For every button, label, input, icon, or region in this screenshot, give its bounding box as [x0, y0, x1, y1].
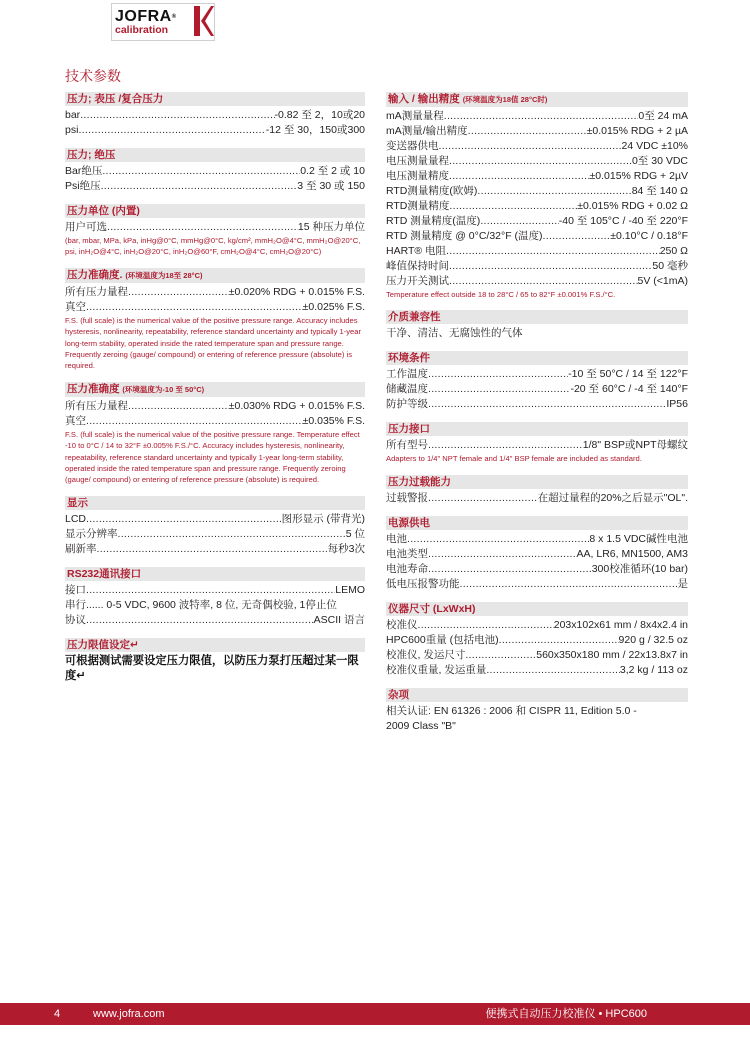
- pressure-port-section: [386, 422, 688, 464]
- spec-row: 低电压报警功能 ..... 是: [386, 577, 688, 592]
- section-heading: 压力; 表压 /复合压力: [65, 92, 365, 106]
- section-heading: RS232通讯接口: [65, 567, 365, 581]
- pressure-limit-section: [65, 638, 365, 684]
- product-name: 便携式自动压力校准仪 • HPC600: [485, 1008, 647, 1020]
- section-heading: 杂项: [386, 688, 688, 702]
- section-heading: 压力过载能力: [386, 475, 688, 489]
- spec-row: 串行...... 0-5 VDC, 9600 波特率, 8 位, 无奇偶校验, 1停止位: [65, 598, 337, 611]
- spec-row: HPC600重量 (包括电池) ..... 920 g / 32.5 oz: [386, 633, 688, 648]
- pressure-units-section: [65, 204, 365, 258]
- left-column: [65, 92, 365, 694]
- spec-row: 校准仪重量, 发运重量 ..... 3,2 kg / 113 oz: [386, 663, 688, 678]
- accuracy-note: F.S. (full scale) is the numerical value of the positive pressure range. Accuracy includes hysteresis, nonlinearity, repeatability, reference standard uncertainty and typically 1-year long-term stability, operated inside the rated temperature span and pressure range. Frequently zeroing (gauge/ compound) or entering of reference pressure (absolute) is required.: [65, 315, 362, 371]
- spec-row: 显示分辨率 ..... 5 位: [65, 527, 365, 542]
- certification-text: 相关认证: EN 61326 : 2006 和 CISPR 11, Edition 5.0 -: [386, 704, 637, 717]
- section-heading: 环境条件: [386, 351, 688, 365]
- spec-row: 刷新率 ..... 每秒3次: [65, 542, 365, 557]
- spec-row: Psi绝压 ..... 3 至 30 或 150: [65, 179, 365, 194]
- section-heading: 压力接口: [386, 422, 688, 436]
- website-url: www.jofra.com: [93, 1008, 165, 1020]
- spec-row: mA测量/输出精度 ..... ±0.015% RDG + 2 µA: [386, 124, 688, 139]
- spec-row: RTD测量精度 ..... ±0.015% RDG + 0.02 Ω: [386, 199, 688, 214]
- spec-row: 电池寿命 ..... 300校准循环(10 bar): [386, 562, 688, 577]
- spec-row: 校准仪 ..... 203x102x61 mm / 8x4x2.4 in: [386, 618, 688, 633]
- section-heading: 压力单位 (内置): [65, 204, 365, 218]
- accuracy-section-2: [65, 382, 365, 486]
- spec-row: 所有型号 ..... 1/8" BSP或NPT母螺纹: [386, 438, 688, 453]
- spec-row: LCD ..... 图形显示 (带背光): [65, 512, 365, 527]
- environment-section: [386, 351, 688, 412]
- spec-row: 电压测量精度 ..... ±0.015% RDG + 2µV: [386, 169, 688, 184]
- page-title: 技术参数: [65, 69, 121, 85]
- spec-row: Bar绝压 ..... 0.2 至 2 或 10: [65, 164, 365, 179]
- spec-row: 电池 ..... 8 x 1.5 VDC碱性电池: [386, 532, 688, 547]
- spec-row: 电压测量量程 ..... 0至 30 VDC: [386, 154, 688, 169]
- spec-row: 真空 ..... ±0.025% F.S.: [65, 300, 365, 315]
- page-number: 4: [54, 1008, 61, 1020]
- accuracy-section-1: [65, 268, 365, 372]
- section-heading: 电源供电: [386, 516, 688, 530]
- spec-row: 储藏温度 ..... -20 至 60°C / -4 至 140°F: [386, 382, 688, 397]
- spec-row: 用户可选 ..... 15 种压力单位: [65, 220, 365, 235]
- absolute-pressure-section: [65, 148, 365, 194]
- spec-row: psi ..... -12 至 30，150或300: [65, 123, 365, 138]
- spec-row: HART® 电阻 ..... 250 Ω: [386, 244, 688, 259]
- adapter-note: Adapters to 1/4" NPT female and 1/4" BSP female are included as standard.: [386, 454, 642, 464]
- spec-row: 防护等级 ..... IP56: [386, 397, 688, 412]
- spec-row: 协议 ..... ASCII 语言: [65, 613, 365, 628]
- logo-brand: JOFRA®: [115, 7, 177, 25]
- pressure-range-section: [65, 92, 365, 138]
- spec-row: 峰值保持时间 ..... 50 毫秒: [386, 259, 688, 274]
- right-column: [386, 92, 688, 744]
- spec-row: mA测量量程 ..... 0至 24 mA: [386, 109, 688, 124]
- spec-row: 工作温度 ..... -10 至 50°C / 14 至 122°F: [386, 367, 688, 382]
- spec-row: 过载警报 ..... 在超过量程的20%之后显示"OL".: [386, 491, 688, 506]
- spec-row: 压力开关测试 ..... 5V (<1mA): [386, 274, 688, 289]
- spec-row: RTD 测量精度(温度) ..... -40 至 105°C / -40 至 220°F: [386, 214, 688, 229]
- jofra-logo: [111, 3, 215, 41]
- section-heading: 显示: [65, 496, 365, 510]
- display-section: [65, 496, 365, 557]
- logo-subtitle: calibration: [115, 23, 169, 36]
- section-heading: 压力; 绝压: [65, 148, 365, 162]
- spec-row: RTD 测量精度 @ 0°C/32°F (温度) ..... ±0.10°C / 0.18°F: [386, 229, 688, 244]
- temperature-effect-note: Temperature effect outside 18 to 28°C / 65 to 82°F ±0.001% F.S./°C.: [386, 290, 616, 299]
- media-section: [386, 310, 688, 341]
- section-heading: 仪器尺寸 (LxWxH): [386, 602, 688, 616]
- section-heading: 输入 / 输出精度 (环境温度为18值 28°C时): [386, 92, 688, 107]
- spec-row: 所有压力量程 ..... ±0.030% RDG + 0.015% F.S.: [65, 399, 365, 414]
- overload-section: [386, 475, 688, 506]
- spec-row: 所有压力量程 ..... ±0.020% RDG + 0.015% F.S.: [65, 285, 365, 300]
- section-heading: 压力准确度. (环境温度为18至 28°C): [65, 268, 365, 283]
- power-section: [386, 516, 688, 592]
- footer-bar: [0, 1003, 750, 1025]
- section-heading: 压力限值设定↵: [65, 638, 365, 652]
- misc-section: [386, 688, 688, 734]
- io-accuracy-section: [386, 92, 688, 300]
- spec-row: 接口 ..... LEMO: [65, 583, 365, 598]
- units-list-note: (bar, mbar, MPa, kPa, inHg@0°C, mmHg@0°C, kg/cm², mmH₂O@4°C, mmH₂O@20°C, psi, inH₂O@4°C, inH₂O@20°C, inH₂O@60°F, cmH₂O@4°C, cmH₂O@20°C): [65, 236, 361, 257]
- logo-chevron-icon: [192, 4, 214, 38]
- pressure-limit-text: 可根据测试需要设定压力限值，以防压力泵打压超过某一限度↵: [65, 654, 359, 682]
- spec-row: bar ..... -0.82 至 2，10或20: [65, 108, 365, 123]
- spec-row: 电池类型 ..... AA, LR6, MN1500, AM3: [386, 547, 688, 562]
- spec-row: 真空 ..... ±0.035% F.S.: [65, 414, 365, 429]
- dimensions-section: [386, 602, 688, 678]
- spec-row: 变送器供电 ..... 24 VDC ±10%: [386, 139, 688, 154]
- spec-row: 校准仪, 发运尺寸 ..... 560x350x180 mm / 22x13.8x7 in: [386, 648, 688, 663]
- media-text: 干净、清洁、无腐蚀性的气体: [386, 327, 523, 340]
- section-heading: 介质兼容性: [386, 310, 688, 324]
- certification-text-cont: 2009 Class "B": [386, 719, 456, 732]
- rs232-section: [65, 567, 365, 628]
- spec-row: RTD测量精度(欧姆) ..... 84 至 140 Ω: [386, 184, 688, 199]
- accuracy-note: F.S. (full scale) is the numerical value of the positive pressure range. Temperature effect -10 to 0°C / 14 to 32°F ±0.005% F.S./°C. Accuracy includes hysteresis, nonlinearity, repeatability, reference standard uncertainty and typically 1-year long-term stability, operated inside the rated temperature span and pressure range. Frequently zeroing (gauge/ compound) or entering of reference pressure (absolute) is required.: [65, 429, 360, 485]
- section-heading: 压力准确度 (环境温度为-10 至 50°C): [65, 382, 365, 397]
